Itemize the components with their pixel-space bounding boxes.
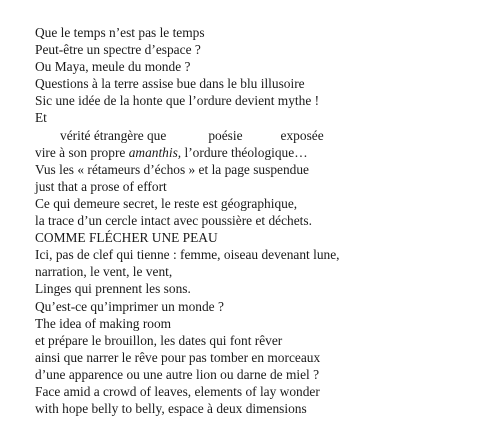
poem-line: Questions à la terre assise bue dans le blu illusoire: [35, 76, 305, 92]
poem-line: Que le temps n’est pas le temps: [35, 25, 205, 40]
poem-line: Linges qui prennent les sons.: [35, 281, 191, 297]
poem-line: Ce qui demeure secret, le reste est géographique,: [35, 195, 298, 211]
poem-line: narration, le vent, le vent,: [35, 264, 173, 280]
poem-italic-word: amanthis,: [128, 144, 182, 160]
poem-line: Ici, pas de clef qui tienne : femme, oiseau devenant lune,: [35, 247, 340, 263]
poem-line: just that a prose of effort: [35, 178, 167, 194]
poem-line: Sic une idée de la honte que l’ordure devient mythe !: [35, 93, 320, 109]
poem-fragment: vire à son propre: [35, 144, 129, 160]
poem-line: Face amid a crowd of leaves, elements of lay wonder: [35, 383, 320, 399]
poem-line: et prépare le brouillon, les dates qui font rêver: [35, 332, 283, 348]
poem-line: ainsi que narrer le rêve pour pas tomber en morceaux: [35, 349, 321, 365]
poem-text: [35, 24, 475, 417]
poem-line: with hope belly to belly, espace à deux dimensions: [35, 401, 307, 417]
poem-line: Ou Maya, meule du monde ?: [35, 59, 191, 75]
poem-line: The idea of making room: [35, 315, 172, 331]
poem-line: Qu’est-ce qu’imprimer un monde ?: [35, 298, 224, 314]
poem-line: Et: [35, 110, 47, 126]
poem-fragment: vérité étrangère que: [60, 127, 167, 143]
poem-fragment: exposée: [280, 127, 324, 143]
poem-line: la trace d’un cercle intact avec poussière et déchets.: [35, 213, 312, 229]
poem-line-spaced: [35, 127, 475, 144]
poem-line: d’une apparence ou une autre lion ou darne de miel ?: [35, 366, 320, 382]
poem-heading-line: COMME FLÉCHER UNE PEAU: [35, 230, 218, 246]
poem-fragment: l’ordure théologique…: [181, 144, 308, 160]
poem-fragment: poésie: [208, 127, 243, 143]
poem-line: Vus les « rétameurs d’échos » et la page suspendue: [35, 161, 309, 177]
poem-line: Peut-être un spectre d’espace ?: [35, 42, 201, 58]
poem-line: [35, 144, 475, 161]
